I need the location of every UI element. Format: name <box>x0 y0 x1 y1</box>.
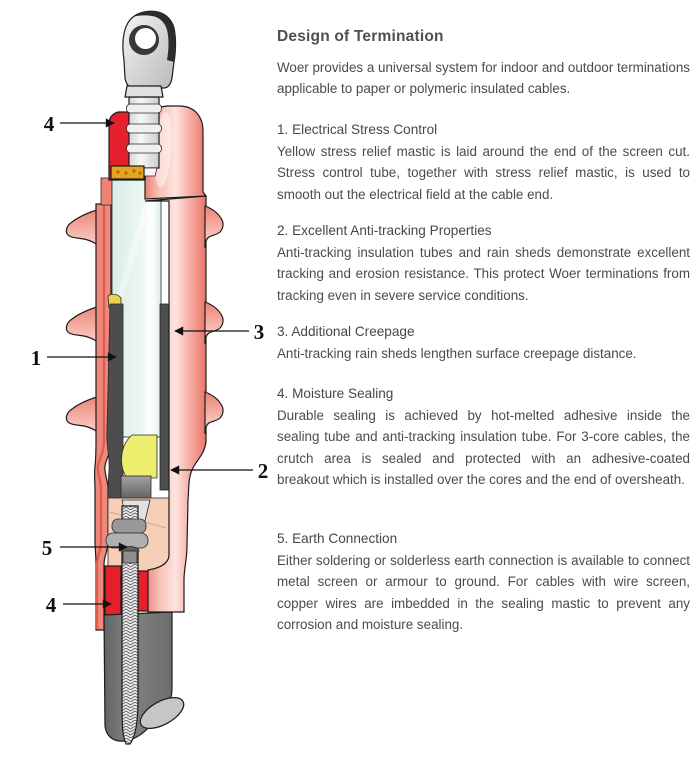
crimp-barrel <box>127 97 162 176</box>
sealing-tube-collar <box>101 178 112 205</box>
section-additional-creepage <box>277 321 690 364</box>
section-electrical-stress-control <box>277 119 690 205</box>
section-body: Anti-tracking rain sheds lengthen surface creepage distance. <box>277 346 637 361</box>
termination-diagram <box>0 0 270 757</box>
rain-sheds-right <box>205 206 223 434</box>
section-heading: 1. Electrical Stress Control <box>277 122 438 137</box>
callout-5-label: 5 <box>41 536 53 560</box>
section-heading: 3. Additional Creepage <box>277 324 415 339</box>
section-heading: 4. Moisture Sealing <box>277 386 394 401</box>
section-body: Either soldering or solderless earth connection is available to connect metal screen or armour to ground. For cables with wire screen, copper wires are imbedded in the sealing mastic to prevent any corrosion and moisture sealing. <box>277 553 690 632</box>
section-body: Durable sealing is achieved by hot-melted adhesive inside the sealing tube and anti-tracking insulation tube. For 3-core cables, the crutch area is sealed and protected with an adhesive-coated breakout which is installed over the cores and the end of oversheath. <box>277 408 690 487</box>
stress-relief-mastic-block <box>122 435 157 478</box>
lug-base <box>125 86 163 97</box>
intro-paragraph: Woer provides a universal system for indoor and outdoor terminations applicable to paper or polymeric insulated cables. <box>277 60 690 97</box>
cable-oversheath <box>104 612 189 741</box>
page-title: Design of Termination <box>277 28 444 45</box>
callout-4bot-label: 4 <box>45 593 57 617</box>
cable-lug <box>123 11 176 97</box>
callout-1-label: 1 <box>30 346 42 370</box>
sealing-mastic-band <box>111 166 144 179</box>
callout-3-label: 3 <box>253 320 265 344</box>
callout-4top-label: 4 <box>43 112 55 136</box>
section-moisture-sealing <box>277 383 690 490</box>
section-body: Yellow stress relief mastic is laid around the end of the screen cut. Stress control tube, together with stress relief mastic, is used to smooth out the electrical field at the cable end. <box>277 144 690 202</box>
section-anti-tracking <box>277 220 690 306</box>
section-heading: 2. Excellent Anti-tracking Properties <box>277 223 492 238</box>
section-body: Anti-tracking insulation tubes and rain sheds demonstrate excellent tracking and erosion resistance. This protect Woer terminations from tracking even in severe service conditions. <box>277 245 690 303</box>
callout-2-label: 2 <box>257 459 269 483</box>
section-earth-connection <box>277 528 690 635</box>
section-heading: 5. Earth Connection <box>277 531 398 546</box>
